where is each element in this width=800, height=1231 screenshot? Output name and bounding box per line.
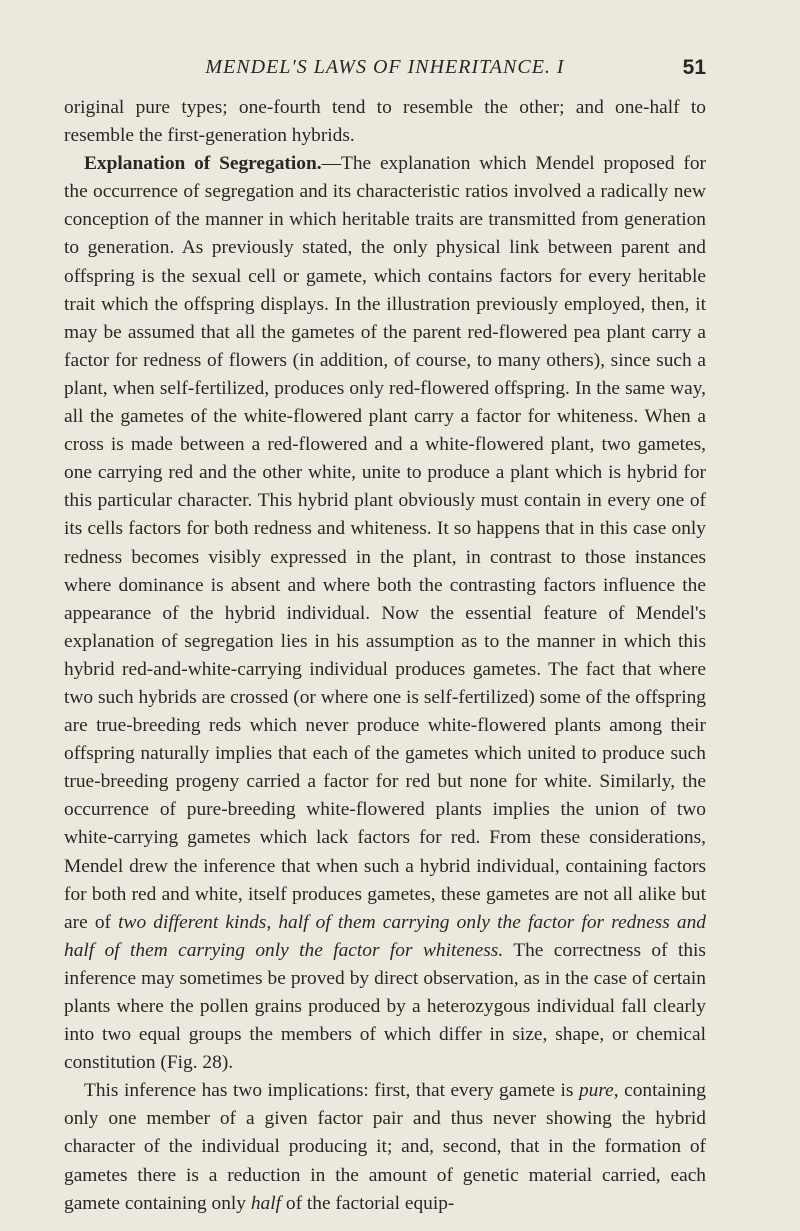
- page-header: [64, 56, 706, 86]
- emphasized-text: half: [250, 1192, 282, 1214]
- paragraph-text: original pure types; one-fourth tend to resemble the other; and one-half to resemble the first-generation hybrids.: [64, 97, 706, 147]
- page-number: 51: [682, 56, 706, 79]
- running-title: MENDEL'S LAWS OF INHERITANCE. I: [205, 56, 565, 78]
- emphasized-text: two different kinds, half of them carrying only the factor for redness and half of them carrying only the factor for whiteness.: [64, 911, 706, 961]
- paragraph-2: [64, 150, 706, 1077]
- paragraph-text: , containing only one member of a given factor pair and thus never showing the hybrid character of the individual producing it; and, second, that in the formation of gametes there is a reduction in the amount of genetic material carried, each gamete containing only: [64, 1080, 706, 1214]
- emphasized-text: pure: [578, 1080, 614, 1102]
- paragraph-text: This inference has two implications: first, that every gamete is: [84, 1080, 579, 1102]
- body-text: [64, 94, 706, 1218]
- section-heading: Explanation of Segregation.: [84, 153, 322, 175]
- paragraph-1: [64, 94, 706, 150]
- paragraph-text: —The explanation which Mendel proposed for the occurrence of segregation and its characteristic ratios involved a radically new conception of the manner in which heritable traits are transmitted from generation to generation. As previously stated, the only physical link between parent and offspring is the sexual cell or gamete, which contains factors for every heritable trait which the offspring displays. In the illustration previously employed, then, it may be assumed that all the gametes of the parent red-flowered pea plant carry a factor for redness of flowers (in addition, of course, to many others), since such a plant, when self-fertilized, produces only red-flowered offspring. In the same way, all the gametes of the white-flowered plant carry a factor for whiteness. When a cross is made between a red-flowered and a white-flowered plant, two gametes, one carrying red and the other white, unite to produce a plant which is hybrid for this particular character. This hybrid plant obviously must contain in every one of its cells factors for both redness and whiteness. It so happens that in this case only redness becomes visibly expressed in the plant, in contrast to those instances where dominance is absent and where both the contrasting factors influence the appearance of the hybrid individual. Now the essential feature of Mendel's explanation of segregation lies in his assumption as to the manner in which this hybrid red-and-white-carrying individual produces gametes. The fact that where two such hybrids are crossed (or where one is self-fertilized) some of the offspring are true-breeding reds which never produce white-flowered plants among their offspring naturally implies that each of the gametes which united to produce such true-breeding progeny carried a factor for red but none for white. Similarly, the occurrence of pure-breeding white-flowered plants implies the union of two white-carrying gametes which lack factors for red. From these considerations, Mendel drew the inference that when such a hybrid individual, containing factors for both red and white, itself produces gametes, these gametes are not all alike but are of: [64, 153, 706, 933]
- paragraph-text: The correctness of this inference may sometimes be proved by direct observation, as in the case of certain plants where the pollen grains produced by a heterozygous individual fall clearly into two equal groups the members of which differ in size, shape, or chemical constitution (Fig. 28).: [64, 939, 706, 1074]
- paragraph-3: [64, 1077, 706, 1217]
- paragraph-text: of the factorial equip-: [281, 1192, 455, 1214]
